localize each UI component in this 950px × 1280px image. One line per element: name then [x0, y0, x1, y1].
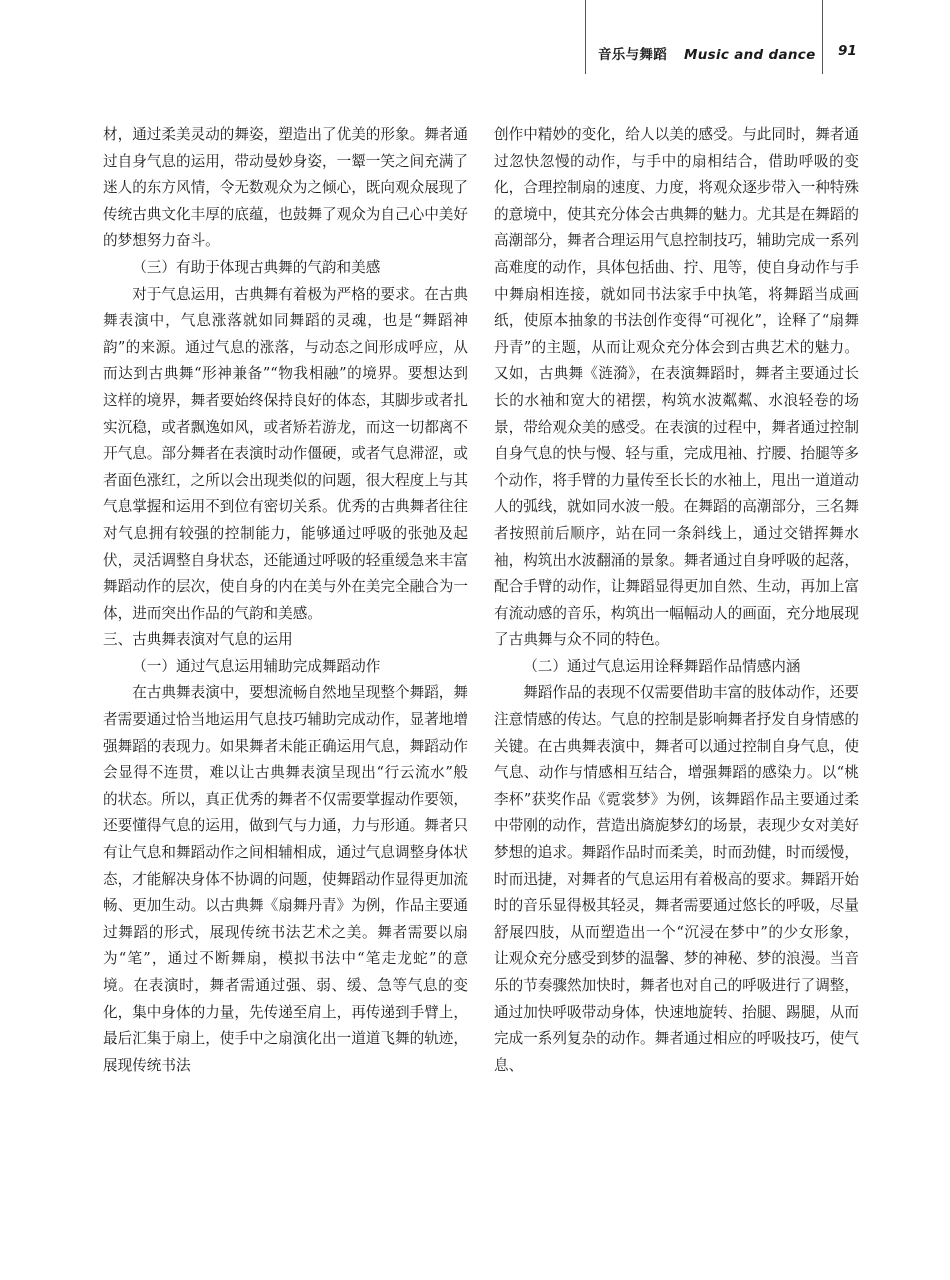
journal-title-cn: 音乐与舞蹈 — [598, 47, 667, 63]
paragraph: 舞蹈作品的表现不仅需要借助丰富的肢体动作，还要注意情感的传达。气息的控制是影响舞者抒发自身情感的关键。在古典舞表演中，舞者可以通过控制自身气息，使气息、动作与情感相互结合，增强舞蹈的感染力。以“桃李杯”获奖作品《霓裳梦》为例，该舞蹈作品主要通过柔中带刚的动作，营造出旖旎梦幻的场景，表现少女对美好梦想的追求。舞蹈作品时而柔美，时而劲健，时而缓慢，时而迅捷，对舞者的气息运用有着极高的要求。舞蹈开始时的音乐显得极其轻灵，舞者需要通过悠长的呼吸，尽量舒展四肢，从而塑造出一个“沉浸在梦中”的少女形象，让观众充分感受到梦的温馨、梦的神秘、梦的浪漫。当音乐的节奏骤然加快时，舞者也对自己的呼吸进行了调整，通过加快呼吸带动身体，快速地旋转、抬腿、踢腿，从而完成一系列复杂的动作。舞者通过相应的呼吸技巧，使气息、 — [494, 684, 859, 1074]
page-header — [0, 0, 950, 80]
header-rule-left — [585, 0, 586, 74]
subheading: （二）通过气息运用诠释舞蹈作品情感内涵 — [523, 657, 801, 675]
subheading: （一）通过气息运用辅助完成舞蹈动作 — [132, 657, 381, 675]
section-heading: 三、古典舞表演对气息的运用 — [103, 631, 293, 649]
paragraph: 材，通过柔美灵动的舞姿，塑造出了优美的形象。舞者通过自身气息的运用，带动曼妙身姿，一颦一笑之间充满了迷人的东方风情，令无数观众为之倾心，既向观众展现了传统古典文化丰厚的底蕴，也鼓舞了观众为自己心中美好的梦想努力奋斗。 — [103, 126, 468, 250]
page-number: 91 — [838, 43, 857, 59]
right-column — [494, 122, 859, 1079]
journal-title — [598, 43, 816, 63]
subheading: （三）有助于体现古典舞的气韵和美感 — [132, 258, 381, 276]
header-rule-right — [822, 0, 823, 74]
journal-title-en: Music and dance — [684, 47, 816, 63]
paragraph: 创作中精妙的变化，给人以美的感受。与此同时，舞者通过忽快忽慢的动作，与手中的扇相结合，借助呼吸的变化，合理控制扇的速度、力度，将观众逐步带入一种特殊的意境中，使其充分体会古典舞的魅力。尤其是在舞蹈的高潮部分，舞者合理运用气息控制技巧，辅助完成一系列高难度的动作，具体包括曲、拧、甩等，使自身动作与手中舞扇相连接，就如同书法家手中执笔，将舞蹈当成画纸，使原本抽象的书法创作变得“可视化”，诠释了“扇舞丹青”的主题，从而让观众充分体会到古典艺术的魅力。又如，古典舞《涟漪》，在表演舞蹈时，舞者主要通过长长的水袖和宽大的裙摆，构筑水波粼粼、水浪轻卷的场景，带给观众美的感受。在表演的过程中，舞者通过控制自身气息的快与慢、轻与重，完成甩袖、拧腰、抬腿等多个动作，将手臂的力量传至长长的水袖上，甩出一道道动人的弧线，就如同水波一般。在舞蹈的高潮部分，三名舞者按照前后顺序，站在同一条斜线上，通过交错挥舞水袖，构筑出水波翻涌的景象。舞者通过自身呼吸的起落，配合手臂的动作，让舞蹈显得更加自然、生动，再加上富有流动感的音乐，构筑出一幅幅动人的画面，充分地展现了古典舞与众不同的特色。 — [494, 126, 859, 649]
left-column — [103, 122, 468, 1079]
paragraph: 对于气息运用，古典舞有着极为严格的要求。在古典舞表演中，气息涨落就如同舞蹈的灵魂，也是“舞蹈神韵”的来源。通过气息的涨落，与动态之间形成呼应，从而达到古典舞“形神兼备”“物我相融”的境界。要想达到这样的境界，舞者要始终保持良好的体态，其脚步或者扎实沉稳，或者飘逸如风，或者矫若游龙，而这一切都离不开气息。部分舞者在表演时动作僵硬，或者气息滞涩，或者面色涨红，之所以会出现类似的问题，很大程度上与其气息掌握和运用不到位有密切关系。优秀的古典舞者往往对气息拥有较强的控制能力，能够通过呼吸的张弛及起伏，灵活调整自身状态，还能通过呼吸的轻重缓急来丰富舞蹈动作的层次，使自身的内在美与外在美完全融合为一体，进而突出作品的气韵和美感。 — [103, 285, 468, 622]
paragraph: 在古典舞表演中，要想流畅自然地呈现整个舞蹈，舞者需要通过恰当地运用气息技巧辅助完成动作，显著地增强舞蹈的表现力。如果舞者未能正确运用气息，舞蹈动作会显得不连贯，难以让古典舞表演呈现出“行云流水”般的状态。所以，真正优秀的舞者不仅需要掌握动作要领，还要懂得气息的运用，做到气与力通，力与形通。舞者只有让气息和舞蹈动作之间相辅相成，通过气息调整身体状态，才能解决身体不协调的问题，使舞蹈动作显得更加流畅、更加生动。以古典舞《扇舞丹青》为例，作品主要通过舞蹈的形式，展现传统书法艺术之美。舞者需要以扇为“笔”，通过不断舞扇，模拟书法中“笔走龙蛇”的意境。在表演时，舞者需通过强、弱、缓、急等气息的变化，集中身体的力量，先传递至肩上，再传递到手臂上，最后汇集于扇上，使手中之扇演化出一道道飞舞的轨迹，展现传统书法 — [103, 684, 468, 1074]
